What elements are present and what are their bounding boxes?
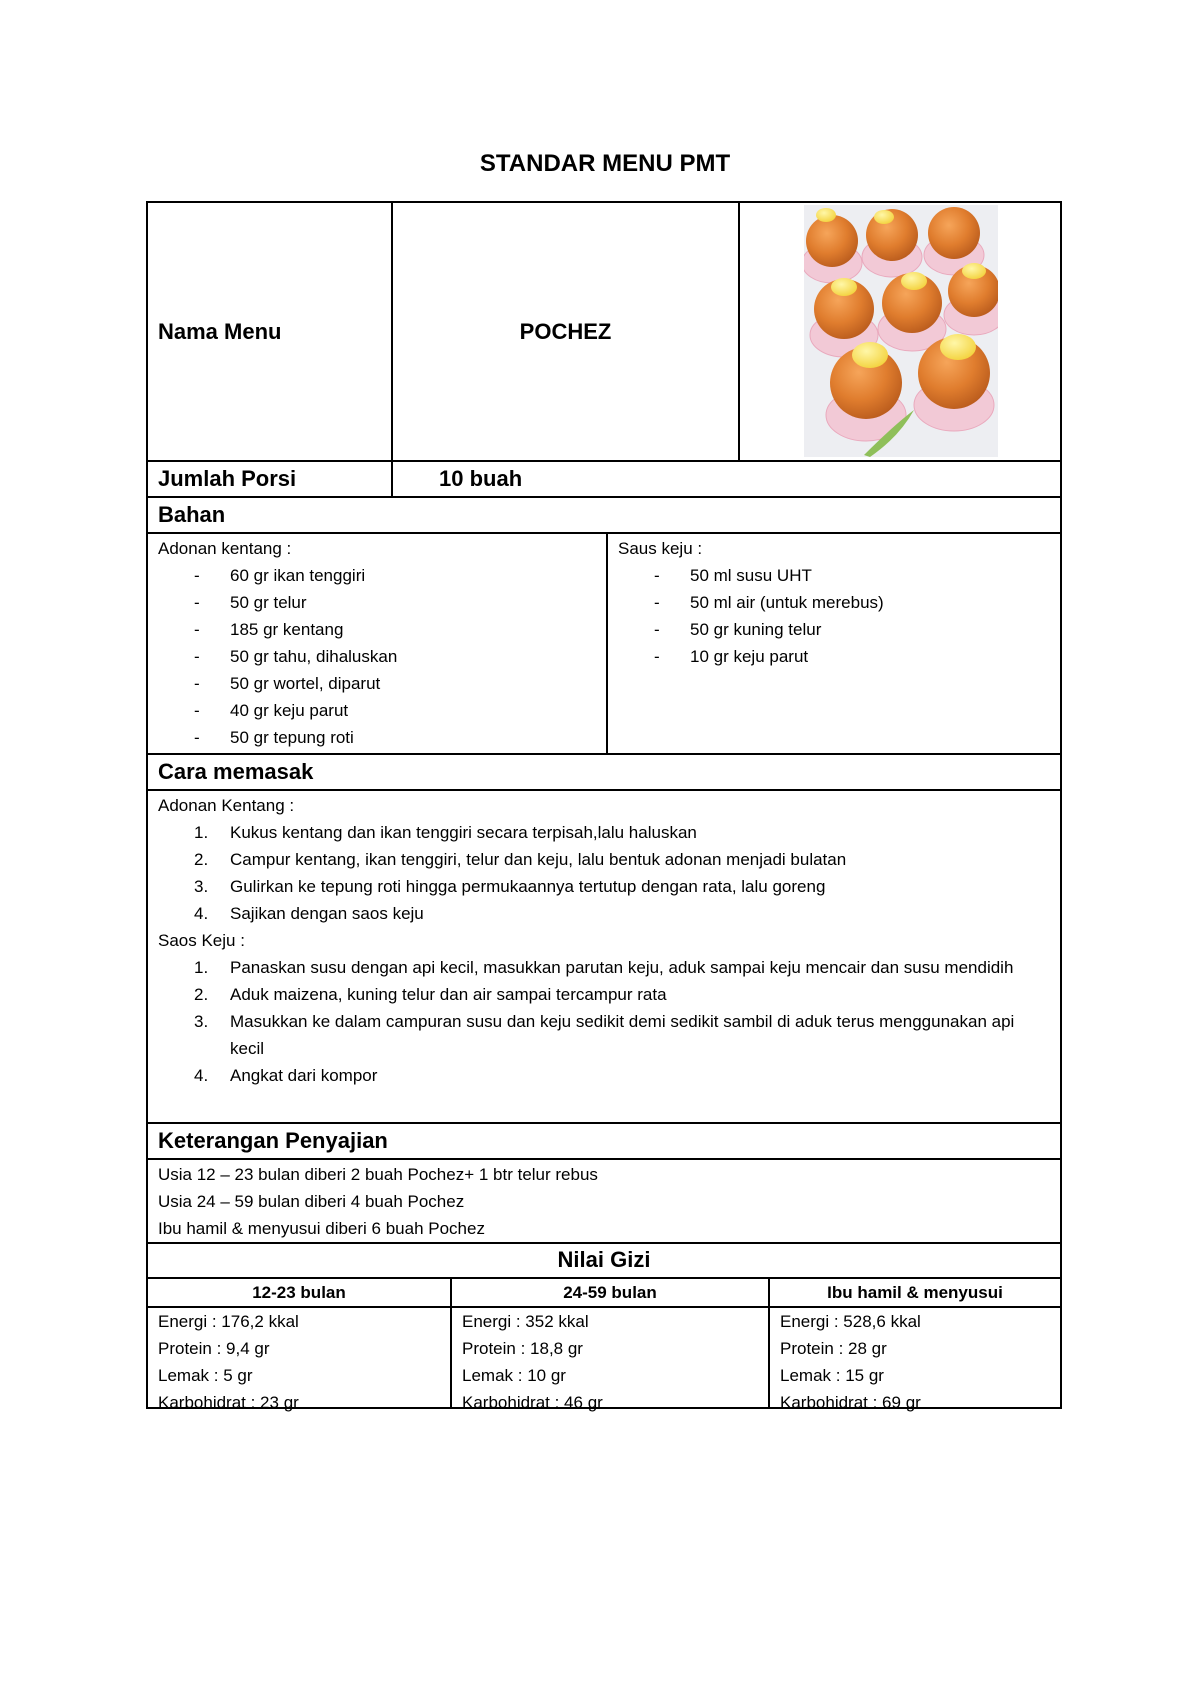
gizi-value: Protein : 18,8 gr [462,1339,583,1358]
step-text: Kukus kentang dan ikan tenggiri secara terpisah,lalu haluskan [230,823,697,842]
penyajian-line: Ibu hamil & menyusui diberi 6 buah Pochez [158,1219,485,1238]
penyajian-line: Usia 12 – 23 bulan diberi 2 buah Pochez+ 1 btr telur rebus [158,1165,598,1184]
gizi-values-cell [148,1308,450,1412]
step-text: Sajikan dengan saos keju [230,904,424,923]
gizi-value: Protein : 28 gr [780,1339,887,1358]
adonan-kentang-title: Adonan kentang : [158,539,292,558]
ingredient-text: 50 gr wortel, diparut [230,674,381,693]
gizi-heading-row [148,1242,1060,1277]
cara-adonan-steps [158,819,1040,927]
list-item [158,724,606,751]
list-item [158,643,606,670]
ingredient-text: 60 gr ikan tenggiri [230,566,366,585]
list-item [158,954,1020,981]
step-text: Masukkan ke dalam campuran susu dan keju sedikit demi sedikit sambil di aduk terus menggunakan api kecil [230,1012,1015,1058]
gizi-values-row [148,1306,1060,1412]
dash-marker: - [654,593,660,612]
ingredient-text: 50 gr kuning telur [690,620,822,639]
gizi-values-cell [768,1308,1060,1412]
jumlah-porsi-label-cell [148,462,391,496]
step-number: 3. [194,1012,209,1031]
step-text: Aduk maizena, kuning telur dan air sampai tercampur rata [230,985,667,1004]
penyajian-heading: Keterangan Penyajian [158,1128,388,1153]
menu-photo-cell [738,203,1060,460]
dash-marker: - [654,566,660,585]
list-item [158,1008,1020,1062]
cara-adonan-title: Adonan Kentang : [158,796,295,815]
list-item [158,846,1040,873]
saus-keju-list [618,562,1060,670]
list-item [158,819,1040,846]
step-number: 4. [194,1066,209,1085]
gizi-value: Energi : 176,2 kkal [158,1312,299,1331]
dash-marker: - [194,674,200,693]
gizi-col-head: 12-23 bulan [252,1283,346,1302]
menu-table [146,201,1062,1412]
gizi-value: Karbohidrat : 46 gr [462,1393,603,1412]
list-item [158,562,606,589]
gizi-value: Energi : 352 kkal [462,1312,589,1331]
nama-menu-value: POCHEZ [519,319,612,344]
list-item [618,643,1060,670]
jumlah-porsi-value-cell [391,462,1060,496]
gizi-value: Lemak : 10 gr [462,1366,566,1385]
jumlah-porsi-value: 10 buah [439,466,523,491]
step-text: Angkat dari kompor [230,1066,378,1085]
gizi-value: Protein : 9,4 gr [158,1339,270,1358]
gizi-value: Energi : 528,6 kkal [780,1312,921,1331]
ingredient-text: 50 gr tepung roti [230,728,354,747]
step-text: Campur kentang, ikan tenggiri, telur dan keju, lalu bentuk adonan menjadi bulatan [230,850,847,869]
nama-menu-value-cell [391,203,738,460]
dash-marker: - [654,647,660,666]
gizi-col-head-cell [148,1279,450,1306]
cara-saos-title: Saos Keju : [158,931,245,950]
gizi-value: Lemak : 15 gr [780,1366,884,1385]
list-item [158,873,1040,900]
cara-saos-steps [158,954,1040,1089]
step-number: 2. [194,850,209,869]
dash-marker: - [194,620,200,639]
list-item [158,981,1020,1008]
gizi-value: Karbohidrat : 23 gr [158,1393,299,1412]
list-item [618,616,1060,643]
cara-heading: Cara memasak [158,759,314,784]
dash-marker: - [194,701,200,720]
penyajian-line: Usia 24 – 59 bulan diberi 4 buah Pochez [158,1192,465,1211]
gizi-value: Karbohidrat : 69 gr [780,1393,921,1412]
nama-menu-label: Nama Menu [158,319,282,344]
cara-heading-row [148,753,1060,789]
ingredient-text: 185 gr kentang [230,620,344,639]
bahan-heading: Bahan [158,502,226,527]
ingredient-text: 50 gr tahu, dihaluskan [230,647,398,666]
bahan-content-row [148,532,1060,753]
dash-marker: - [194,566,200,585]
adonan-kentang-ingredients [148,534,606,753]
dash-marker: - [194,728,200,747]
step-text: Gulirkan ke tepung roti hingga permukaannya tertutup dengan rata, lalu goreng [230,877,826,896]
ingredient-text: 50 gr telur [230,593,307,612]
ingredient-text: 50 ml susu UHT [690,566,812,585]
gizi-header-row [148,1277,1060,1306]
step-number: 1. [194,823,209,842]
penyajian-content-row [148,1158,1060,1242]
ingredient-text: 50 ml air (untuk merebus) [690,593,884,612]
list-item [158,1062,1020,1089]
gizi-col-head: 24-59 bulan [563,1283,657,1302]
gizi-heading: Nilai Gizi [557,1247,651,1272]
jumlah-porsi-label: Jumlah Porsi [158,466,297,491]
gizi-col-head: Ibu hamil & menyusui [827,1283,1003,1302]
saus-keju-ingredients [606,534,1060,753]
pochez-photo-image [804,205,998,457]
list-item [618,589,1060,616]
adonan-kentang-list [158,562,606,751]
step-text: Panaskan susu dengan api kecil, masukkan parutan keju, aduk sampai keju mencair dan susu mendidih [230,958,1014,977]
list-item [158,697,606,724]
gizi-values-cell [450,1308,768,1412]
list-item [158,589,606,616]
step-number: 1. [194,958,209,977]
nama-menu-row [148,203,1060,460]
step-number: 3. [194,877,209,896]
ingredient-text: 40 gr keju parut [230,701,349,720]
saus-keju-title: Saus keju : [618,539,703,558]
step-number: 2. [194,985,209,1004]
gizi-value: Lemak : 5 gr [158,1366,253,1385]
page-title: STANDAR MENU PMT [479,150,731,177]
list-item [618,562,1060,589]
penyajian-heading-row [148,1122,1060,1158]
list-item [158,670,606,697]
pochez-photo [804,205,998,457]
jumlah-porsi-row [148,460,1060,496]
dash-marker: - [654,620,660,639]
ingredient-text: 10 gr keju parut [690,647,809,666]
gizi-col-head-cell [768,1279,1060,1306]
dash-marker: - [194,593,200,612]
list-item [158,900,1040,927]
nama-menu-label-cell [148,203,391,460]
bahan-heading-row [148,496,1060,532]
cara-content-row [148,789,1060,1122]
list-item [158,616,606,643]
gizi-col-head-cell [450,1279,768,1306]
dash-marker: - [194,647,200,666]
step-number: 4. [194,904,209,923]
